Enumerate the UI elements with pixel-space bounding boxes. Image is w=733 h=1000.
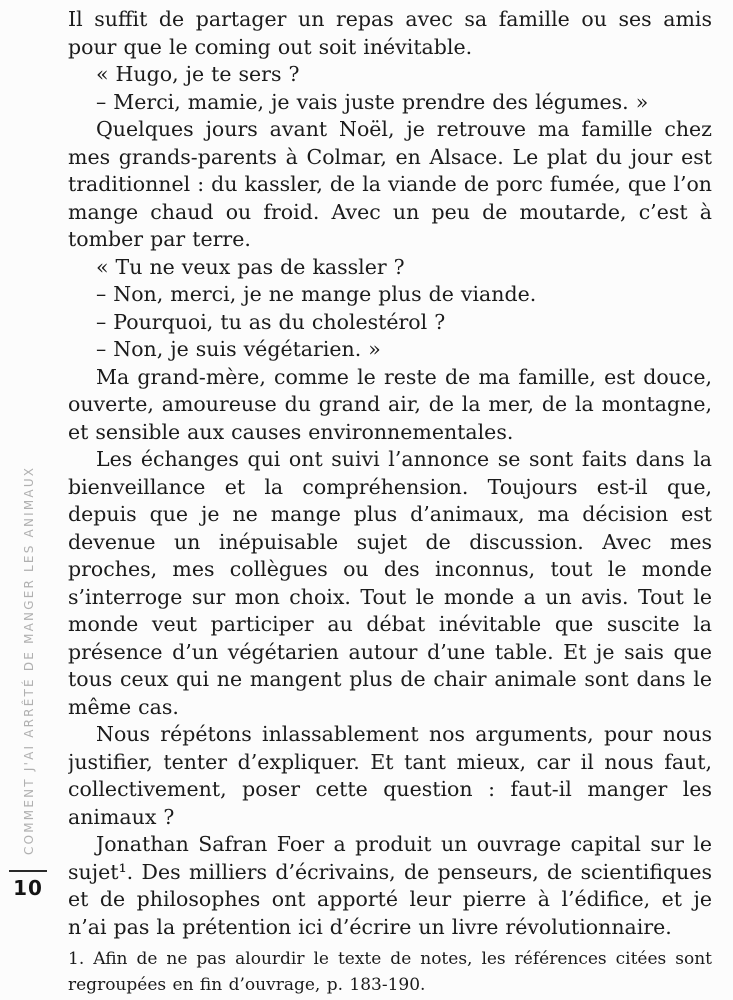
paragraph: – Non, je suis végétarien. » [96, 337, 381, 361]
paragraph: Nous répétons inlassablement nos arguments, pour nous justifier, tenter d’expliquer. Et tant mieux, car il nous faut, collectivement, poser cette question : faut-il manger les animaux ? [68, 722, 712, 829]
paragraph: – Merci, mamie, je vais juste prendre des légumes. » [96, 89, 649, 114]
page-number-rule [9, 870, 47, 872]
body-text [68, 6, 712, 944]
paragraph: Quelques jours avant Noël, je retrouve ma famille chez mes grands-parents à Colmar, en Alsace. Le plat du jour est traditionnel : du kassler, de la viande de porc fumée, que l’on mange chaud ou froid. Avec un peu de moutarde, c’est à tomber par terre. [68, 117, 712, 251]
paragraph: Il suffit de partager un repas avec sa famille ou ses amis pour que le coming out soit inévitable. [68, 7, 712, 59]
paragraph: « Hugo, je te sers ? [96, 62, 300, 86]
left-margin [0, 0, 58, 1000]
footnote: 1. Afin de ne pas alourdir le texte de notes, les références citées sont regroupées en fin d’ouvrage, p. 183-190. [68, 949, 712, 995]
running-title-vertical: COMMENT J'AI ARRÊTÉ DE MANGER LES ANIMAUX [22, 465, 36, 855]
paragraph: Jonathan Safran Foer a produit un ouvrage capital sur le sujet¹. Des milliers d’écrivains, de penseurs, de scientifiques et de philosophes ont apporté leur pierre à l’édifice, et je n’ai pas la prétention ici d’écrire un livre révolutionnaire. [68, 832, 712, 939]
paragraph: – Pourquoi, tu as du cholestérol ? [96, 309, 446, 334]
paragraph: « Tu ne veux pas de kassler ? [96, 254, 405, 279]
paragraph: – Non, merci, je ne mange plus de viande. [96, 282, 537, 306]
paragraph: Les échanges qui ont suivi l’annonce se sont faits dans la bienveillance et la compréhension. Toujours est-il que, depuis que je ne mange plus d’animaux, ma décision est devenue un inépuisable sujet de discussion. Avec mes proches, mes collègues ou des inconnus, tout le monde s’interroge sur mon choix. Tout le monde a un avis. Tout le monde veut participer au débat inévitable que suscite la présence d’un végétarien autour d’une table. Et je sais que tous ceux qui ne mangent plus de chair animale sont dans le même cas. [68, 447, 712, 719]
paragraph: Ma grand-mère, comme le reste de ma famille, est douce, ouverte, amoureuse du grand air, de la mer, de la montagne, et sensible aux causes environnementales. [68, 364, 712, 444]
page-number: 10 [13, 876, 43, 900]
